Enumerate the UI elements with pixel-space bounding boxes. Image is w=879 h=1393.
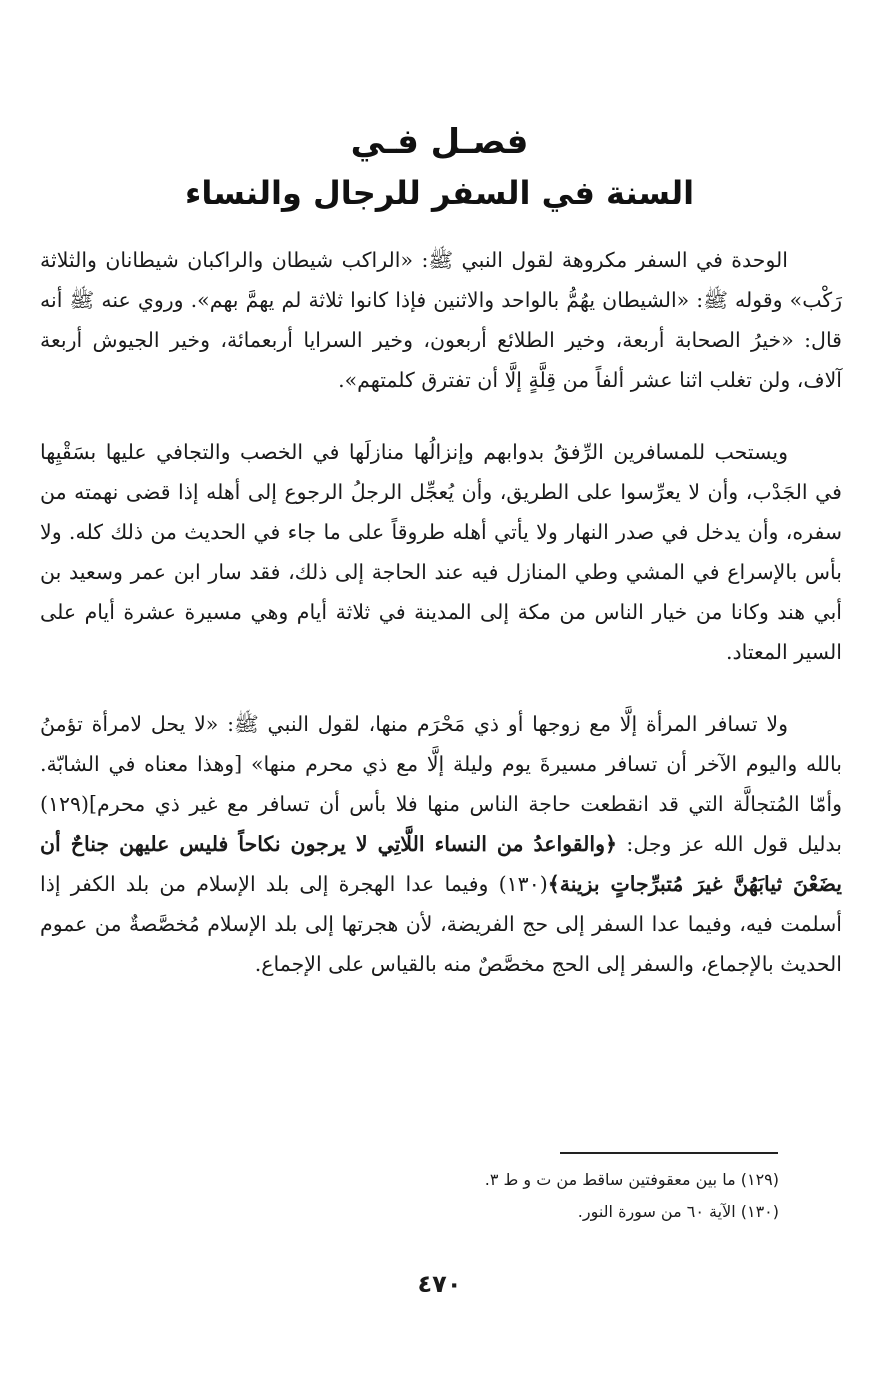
footnote-129: (١٢٩) ما بين معقوفتين ساقط من ت و ط ٣. (484, 1170, 779, 1189)
chapter-heading: فصـل فـي (350, 122, 529, 162)
body-text (40, 240, 842, 1016)
paragraph-3-part-2: (١٣٠) وفيما عدا الهجرة إلى بلد الإسلام من بلد الكفر إذا أسلمت فيه، وفيما عدا السفر إلى حج الفريضة، لأن هجرتها إلى بلد الإسلام مُخصَّصةٌ من عموم الحديث بالإجماع، والسفر إلى الحج مخصَّصٌ منه بالقياس على الإجماع. (40, 872, 842, 976)
paragraph-2: ويستحب للمسافرين الرِّفقُ بدوابهم وإنزالُها منازلَها في الخصب والتجافي عليها بسَقْيِها في الجَدْب، وأن لا يعرِّسوا على الطريق، وأن يُعجِّل الرجلُ الرجوع إلى أهله إذا قضى نهمته من سفره، وأن يدخل في صدر النهار ولا يأتي أهله طروقاً على ما جاء في الحديث من ذلك كله. ولا بأس بالإسراع في المشي وطي المنازل فيه عند الحاجة إلى ذلك، فقد سار ابن عمر وسعيد بن أبي هند وكانا من خيار الناس من مكة إلى المدينة في ثلاثة أيام وهي مسيرة عشرة أيام على السير المعتاد. (40, 440, 842, 664)
chapter-subheading: السنة في السفر للرجال والنساء (184, 174, 695, 212)
footnote-separator (560, 1152, 778, 1154)
footnote-130: (١٣٠) الآية ٦٠ من سورة النور. (577, 1202, 779, 1221)
quran-verse: ﴿والقواعدُ من النساء اللَّاتِي لا يرجون نكاحاً فليس عليهن جناحٌ أن يضَعْنَ ثيابَهُنَّ غيرَ مُتبرِّجاتٍ بزينة﴾ (40, 832, 842, 896)
footnotes (179, 1164, 779, 1228)
paragraph-3-part-1: ولا تسافر المرأة إلَّا مع زوجها أو ذي مَحْرَم منها، لقول النبي ﷺ: «لا يحل لامرأة تؤمنُ بالله واليوم الآخر أن تسافر مسيرةَ يوم وليلة إلَّا مع ذي محرم منها» [وهذا معناه في الشابّة. وأمّا المُتجالَّة التي قد انقطعت حاجة الناس منها فلا بأس أن تسافر مع غير ذي محرم](١٢٩) بدليل قول الله عز وجل: (40, 712, 842, 856)
paragraph-1: الوحدة في السفر مكروهة لقول النبي ﷺ: «الراكب شيطان والراكبان شيطانان والثلاثة رَكْب» وقوله ﷺ: «الشيطان يهُمُّ بالواحد والاثنين فإذا كانوا ثلاثة لم يهمَّ بهم». وروي عنه ﷺ أنه قال: «خيرُ الصحابة أربعة، وخير الطلائع أربعون، وخير السرايا أربعمائة، وخير الجيوش أربعة آلاف، ولن تغلب اثنا عشر ألفاً من قِلَّةٍ إلَّا أن تفترق كلمتهم». (40, 248, 842, 392)
paragraph-3 (40, 704, 842, 984)
page-number: ٤٧٠ (417, 1270, 462, 1298)
